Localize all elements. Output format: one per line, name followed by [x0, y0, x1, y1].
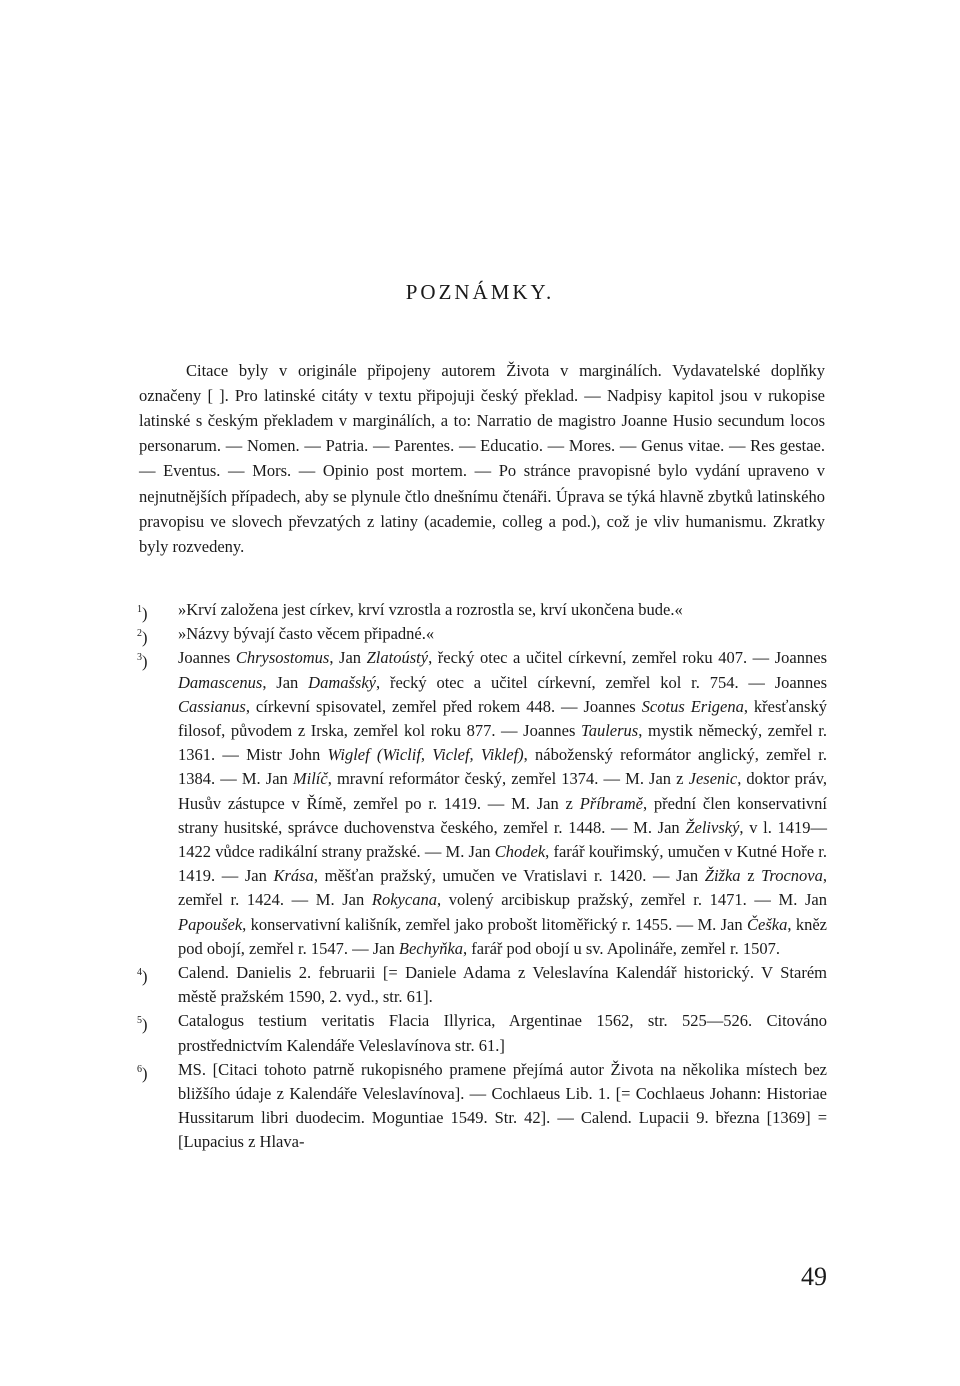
- page-heading: POZNÁMKY.: [405, 280, 555, 304]
- footnote-text: Joannes Chrysostomus, Jan Zlatoústý, řecký otec a učitel církevní, zemřel roku 407. — Joannes Damascenus, Jan Damašský, řecký otec a učitel církevní, zemřel kol r. 754. — Joannes Cassianus, církevní spisovatel, zemřel před rokem 448. — Joannes Scotus Erigena, křesťanský filosof, původem z Irska, zemřel kol roku 877. — Joannes Taulerus, mystik německý, zemřel r. 1361. — Mistr John Wiglef (Wiclif, Viclef, Viklef), náboženský reformátor anglický, zemřel r. 1384. — M. Jan Milíč, mravní reformátor český, zemřel 1374. — M. Jan z Jesenic, doktor práv, Husův zástupce v Římě, zemřel po r. 1419. — M. Jan z Příbramě, přední člen konservativní strany husitské, správce duchovenstva českého, zemřel r. 1448. — M. Jan Želivský, v l. 1419—1422 vůdce radikální strany pražské. — M. Jan Chodek, farář kouřimský, umučen v Kutné Hoře r. 1419. — Jan Krása, měšťan pražský, umučen ve Vratislavi r. 1420. — Jan Žižka z Trocnova, zemřel r. 1424. — M. Jan Rokycana, volený arcibiskup pražský, zemřel r. 1471. — M. Jan Papoušek, konservativní kališník, zemřel jako probošt litoměřický r. 1455. — M. Jan Češka, kněz pod obojí, zemřel r. 1547. — Jan Bechyňka, farář pod obojí u sv. Apolináře, zemřel r. 1507.: [178, 648, 828, 958]
- footnote-marker: $^4$): [137, 967, 148, 987]
- footnote-text: MS. [Citaci tohoto patrně rukopisného pramene přejímá autor Života na několika místech bez bližšího údaje z Kalendáře Veleslavínova]. — Cochlaeus Lib. 1. [= Cochlaeus Johann: Historiae Hussitarum libri duodecim. Moguntiae 1549. Str. 42]. — Calend. Lupacii 9. března [1369] = [Lupacius z Hlava-: [178, 1059, 827, 1152]
- footnote-1: [137, 598, 827, 622]
- footnote-marker: $^3$): [137, 652, 148, 672]
- footnotes-list: [137, 598, 827, 1155]
- footnote-marker: $^2$): [137, 628, 148, 648]
- footnote-text: Calend. Danielis 2. februarii [= Daniele Adama z Veleslavína Kalendář historický. V Starém městě pražském 1590, 2. vyd., str. 61].: [178, 963, 827, 1007]
- footnote-2: [137, 622, 827, 646]
- footnote-text: Catalogus testium veritatis Flacia Illyrica, Argentinae 1562, str. 525—526. Citováno prostřednictvím Kalendáře Veleslavínova str. 61.]: [178, 1011, 827, 1055]
- footnote-text: »Názvy bývají často věcem připadné.«: [178, 624, 435, 644]
- intro-paragraph: Citace byly v originále připojeny autorem Života v marginálích. Vydavatelské doplňky označeny [ ]. Pro latinské citáty v textu připojuji český překlad. — Nadpisy kapitol jsou v rukopise latinské s českým překladem v marginálích, a to: Narratio de magistro Joanne Husio secundum locos personarum. — Nomen. — Patria. — Parentes. — Educatio. — Mores. — Genus vitae. — Res gestae. — Eventus. — Mors. — Opinio post mortem. — Po stránce pravopisné bylo vydání upraveno v nejnutnějších případech, aby se plynule čtlo dnešnímu čtenáři. Úprava se týká hlavně zbytků latinského pravopisu ve slovech převzatých z latiny (academie, colleg a pod.), což je vliv humanismu. Zkratky byly rozvedeny.: [139, 360, 825, 556]
- footnote-3: [137, 646, 827, 961]
- footnote-marker: $^1$): [137, 604, 148, 623]
- page-number: 49: [801, 1262, 827, 1291]
- footnote-5: [137, 1009, 827, 1057]
- footnote-marker: $^5$): [137, 1015, 148, 1035]
- footnote-6: [137, 1058, 827, 1155]
- footnote-marker: $^6$): [137, 1063, 148, 1083]
- footnote-text: »Krví založena jest církev, krví vzrostla a rozrostla se, krví ukončena bude.«: [178, 600, 683, 619]
- footnote-4: [137, 961, 827, 1009]
